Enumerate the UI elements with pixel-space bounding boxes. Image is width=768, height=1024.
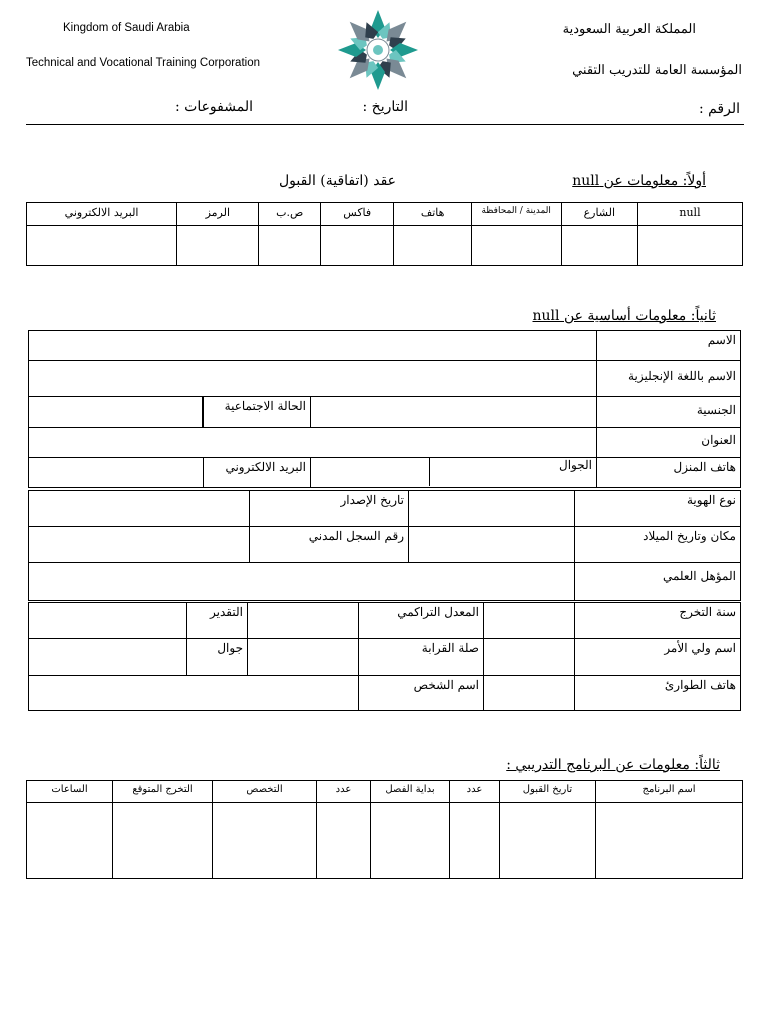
- col-city: المدينة / المحافظة: [471, 203, 561, 226]
- field-nationality[interactable]: [311, 397, 597, 428]
- label-marital-status: الحالة الاجتماعية: [203, 397, 311, 428]
- personal-info-table-3: [28, 602, 741, 711]
- section3-heading: ثالثاً: معلومات عن البرنامج التدريبي :: [506, 757, 720, 773]
- label-guardian: اسم ولي الأمر: [575, 639, 741, 676]
- col-phone: هاتف: [394, 203, 471, 226]
- field-person[interactable]: [29, 676, 359, 711]
- label-name: الاسم: [597, 331, 741, 361]
- field-guardian-mobile[interactable]: [29, 639, 187, 676]
- personal-info-table: [28, 330, 741, 488]
- section2-heading: ثانياً: معلومات أساسية عن null: [532, 308, 716, 324]
- cell-pobox-value[interactable]: [259, 226, 321, 266]
- field-name-en[interactable]: [29, 361, 597, 397]
- field-birth[interactable]: [409, 527, 575, 563]
- field-marital-status[interactable]: [29, 397, 204, 428]
- label-gpa: المعدل التراكمي: [359, 603, 484, 639]
- field-relation[interactable]: [248, 639, 359, 676]
- field-address[interactable]: [29, 428, 597, 458]
- field-name[interactable]: [29, 331, 597, 361]
- label-grad-year: سنة التخرج: [575, 603, 741, 639]
- cell-specialty[interactable]: [213, 803, 317, 879]
- header-en-line2: Technical and Vocational Training Corporation: [26, 57, 260, 69]
- number-label: الرقم :: [698, 101, 740, 117]
- field-id-type[interactable]: [409, 491, 575, 527]
- label-nationality: الجنسية: [597, 397, 741, 428]
- personal-info-table-2: [28, 490, 741, 601]
- cell-city-value[interactable]: [471, 226, 561, 266]
- organization-info-table: [26, 202, 743, 266]
- cell-acceptance-date[interactable]: [500, 803, 596, 879]
- cell-phone-value[interactable]: [394, 226, 471, 266]
- col-hours: الساعات: [27, 781, 113, 803]
- cell-fax-value[interactable]: [321, 226, 394, 266]
- label-id-type: نوع الهوية: [575, 491, 741, 527]
- label-address: العنوان: [597, 428, 741, 458]
- header-ar-line2: المؤسسة العامة للتدريب التقني: [572, 63, 742, 78]
- label-relation: صلة القرابة: [359, 639, 484, 676]
- col-acceptance-date: تاريخ القبول: [500, 781, 596, 803]
- label-grade: التقدير: [187, 603, 248, 639]
- col-count-2: عدد: [317, 781, 371, 803]
- field-grad-year[interactable]: [484, 603, 575, 639]
- label-person: اسم الشخص: [359, 676, 484, 711]
- field-home-phone[interactable]: [311, 458, 597, 488]
- tvtc-logo: [332, 4, 424, 96]
- cell-null-value[interactable]: [638, 226, 743, 266]
- field-issue-date[interactable]: [29, 491, 250, 527]
- cell-semester-start[interactable]: [371, 803, 450, 879]
- header-ar-line1: المملكة العربية السعودية: [562, 22, 696, 37]
- field-emergency[interactable]: [484, 676, 575, 711]
- col-pobox: ص.ب: [259, 203, 321, 226]
- label-emergency: هاتف الطوارئ: [575, 676, 741, 711]
- cell-zip-value[interactable]: [177, 226, 259, 266]
- cell-count-2[interactable]: [317, 803, 371, 879]
- field-civil-registry[interactable]: [29, 527, 250, 563]
- col-count-1: عدد: [450, 781, 500, 803]
- label-mobile: الجوال: [429, 458, 596, 486]
- label-issue-date: تاريخ الإصدار: [250, 491, 409, 527]
- date-label: التاريخ :: [362, 99, 408, 115]
- field-email[interactable]: [29, 458, 204, 488]
- col-program-name: اسم البرنامج: [596, 781, 743, 803]
- col-semester-start: بداية الفصل: [371, 781, 450, 803]
- label-guardian-mobile: جوال: [187, 639, 248, 676]
- section1-heading: أولاً: معلومات عن null: [572, 173, 706, 189]
- program-info-table: [26, 780, 743, 879]
- label-email: البريد الالكتروني: [203, 458, 311, 488]
- label-birth: مكان وتاريخ الميلاد: [575, 527, 741, 563]
- label-civil-registry: رقم السجل المدني: [250, 527, 409, 563]
- cell-hours[interactable]: [27, 803, 113, 879]
- label-home-phone: هاتف المنزل: [597, 458, 741, 488]
- header-divider: [26, 124, 744, 125]
- cell-count-1[interactable]: [450, 803, 500, 879]
- label-qualification: المؤهل العلمي: [575, 563, 741, 601]
- col-zip: الرمز: [177, 203, 259, 226]
- header-en-line1: Kingdom of Saudi Arabia: [63, 22, 190, 34]
- contract-title: عقد (اتفاقية) القبول: [278, 173, 396, 189]
- col-expected-grad: التخرج المتوقع: [113, 781, 213, 803]
- field-gpa[interactable]: [248, 603, 359, 639]
- col-specialty: التخصص: [213, 781, 317, 803]
- col-email: البريد الالكتروني: [27, 203, 177, 226]
- cell-street-value[interactable]: [561, 226, 637, 266]
- field-guardian[interactable]: [484, 639, 575, 676]
- col-null: null: [638, 203, 743, 226]
- field-qualification[interactable]: [29, 563, 575, 601]
- cell-email-value[interactable]: [27, 226, 177, 266]
- cell-expected-grad[interactable]: [113, 803, 213, 879]
- cell-program-name[interactable]: [596, 803, 743, 879]
- col-fax: فاكس: [321, 203, 394, 226]
- col-street: الشارع: [561, 203, 637, 226]
- label-name-en: الاسم باللغة الإنجليزية: [597, 361, 741, 397]
- attachments-label: المشفوعات :: [174, 99, 253, 115]
- field-grade[interactable]: [29, 603, 187, 639]
